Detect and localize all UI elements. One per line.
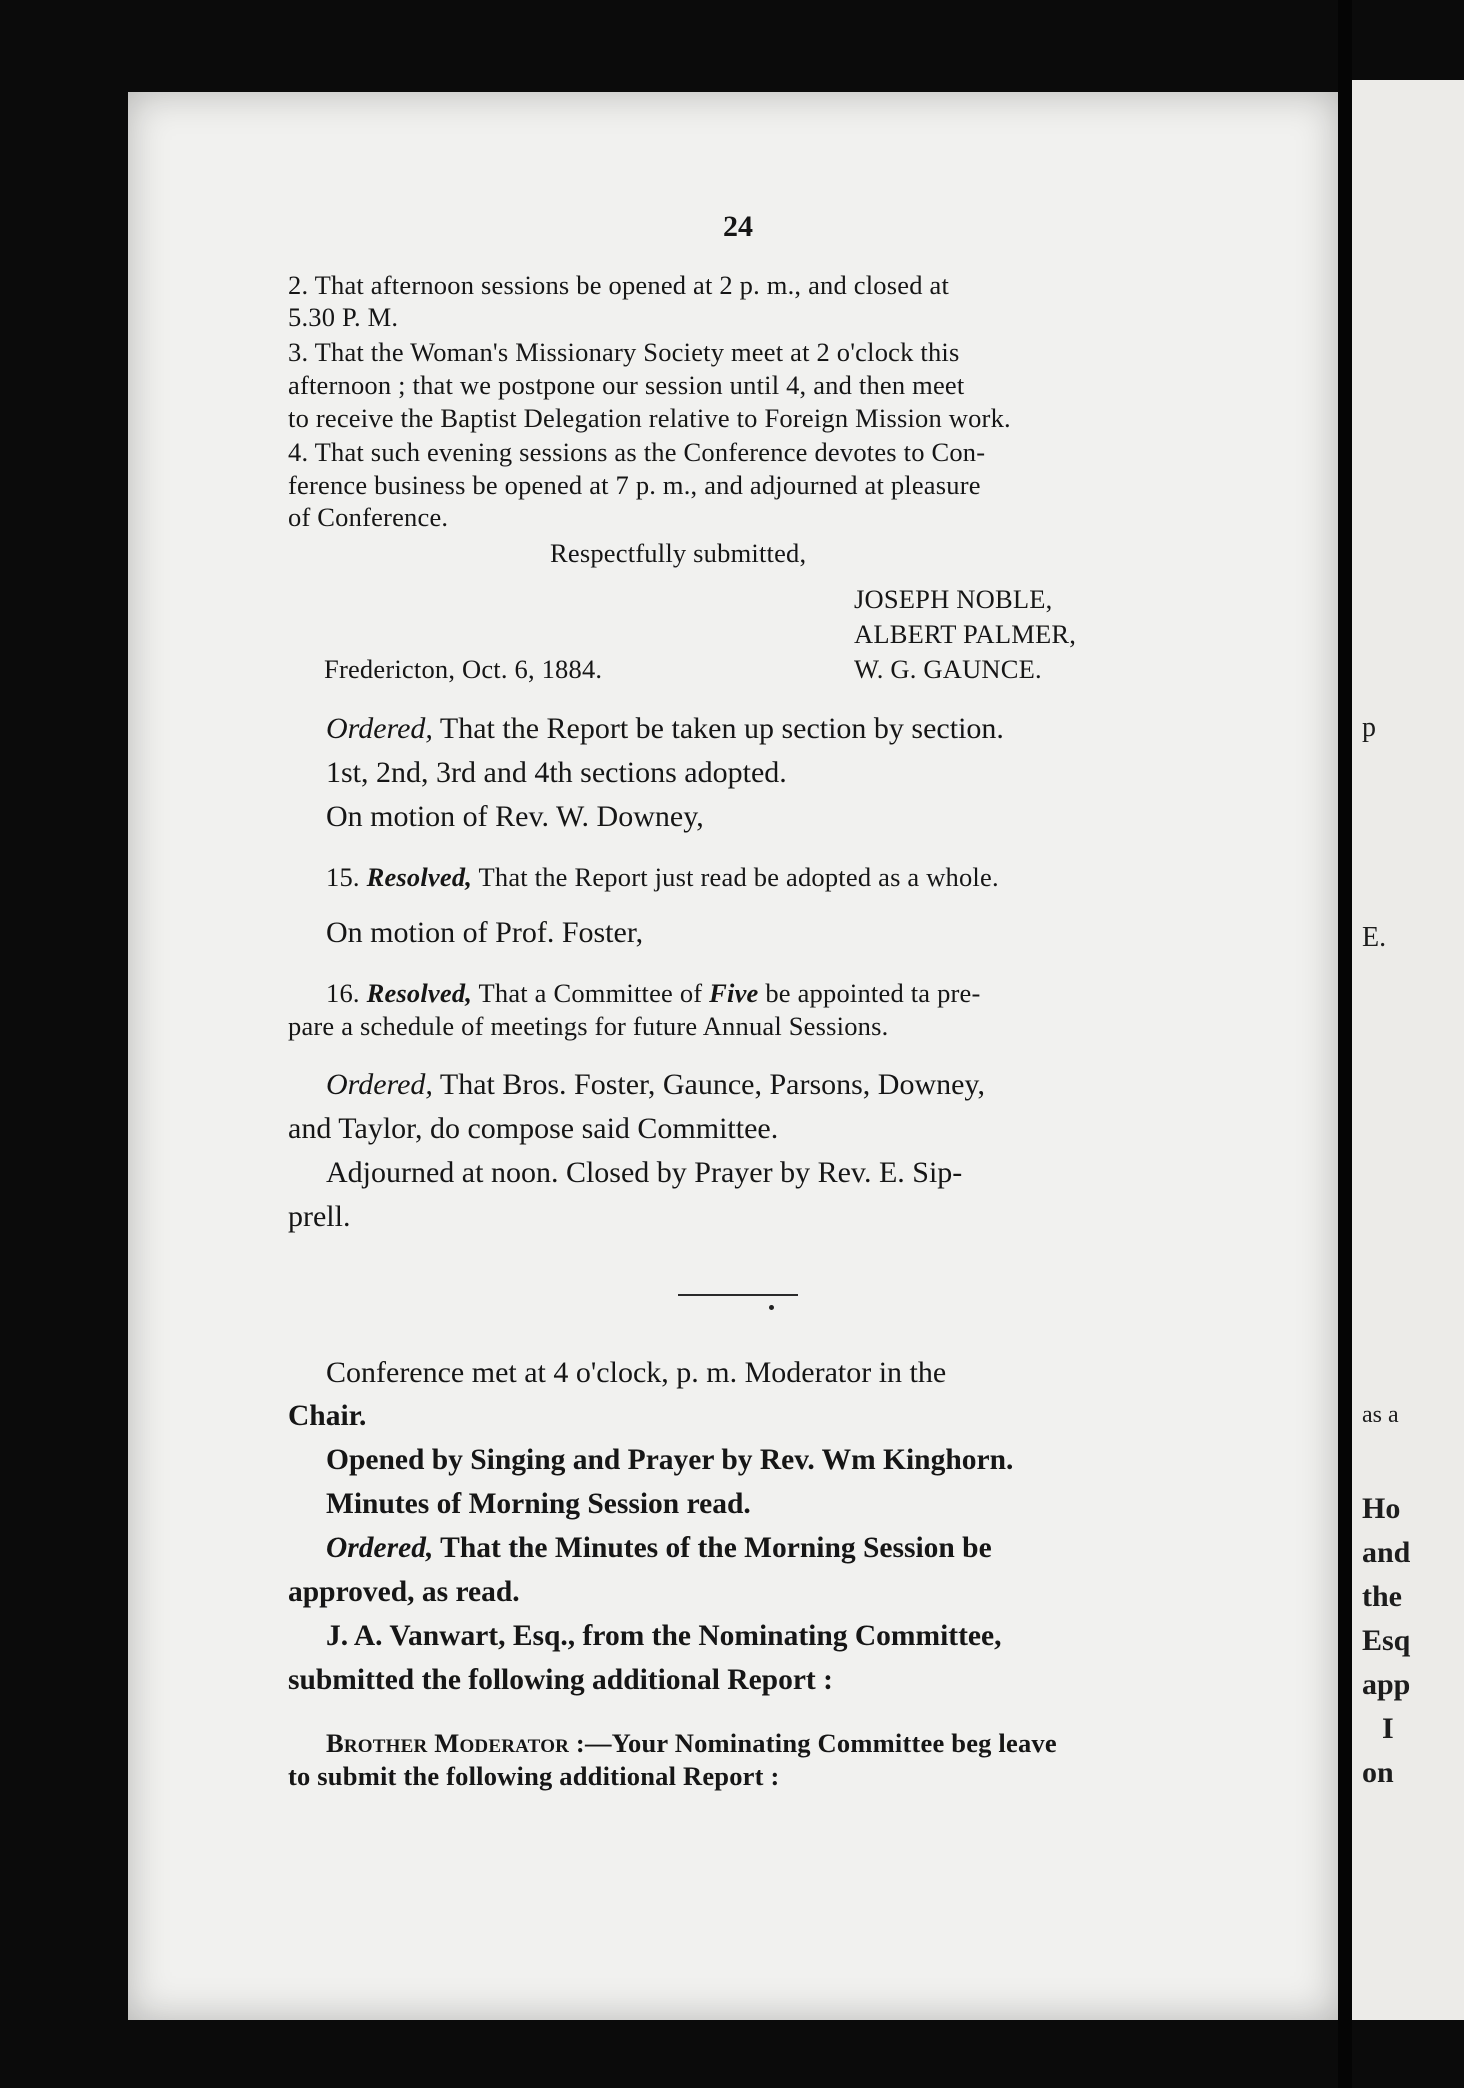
adjacent-text-fragment: on: [1362, 1756, 1394, 1789]
adjacent-text-fragment: E.: [1362, 922, 1387, 953]
book-gutter: [1338, 0, 1352, 2088]
five-emphasis: Five: [709, 978, 759, 1008]
text-line: of Conference.: [288, 502, 449, 532]
resolution-text: That the Report just read be adopted as a whole.: [478, 862, 999, 892]
ordered-line: [326, 712, 1004, 746]
text-line: On motion of Rev. W. Downey,: [326, 800, 704, 833]
text-line: to receive the Baptist Delegation relative to Foreign Mission work.: [288, 403, 1011, 433]
adjacent-text-fragment: I: [1382, 1712, 1394, 1745]
ordered-text: That the Minutes of the Morning Session be: [440, 1532, 992, 1564]
text-line: On motion of Prof. Foster,: [326, 916, 644, 949]
signatory-name: JOSEPH NOBLE,: [854, 584, 1053, 614]
text-line: Opened by Singing and Prayer by Rev. Wm Kinghorn.: [326, 1444, 1014, 1476]
section-divider: [678, 1294, 798, 1296]
adjacent-text-fragment: as a: [1362, 1402, 1399, 1428]
text-line: 1st, 2nd, 3rd and 4th sections adopted.: [326, 756, 787, 789]
text-line: Minutes of Morning Session read.: [326, 1488, 751, 1520]
adjacent-page-edge: [1352, 80, 1464, 2020]
ordered-label: Ordered,: [326, 1532, 434, 1564]
resolution-text: That a Committee of: [478, 978, 703, 1008]
adjacent-text-fragment: Esq: [1362, 1624, 1411, 1657]
brother-moderator: Brother Moderator: [326, 1728, 570, 1758]
adjacent-text-fragment: the: [1362, 1580, 1402, 1613]
ordered-line: [326, 1068, 985, 1102]
ordered-line: [326, 1532, 992, 1565]
respectfully-submitted: Respectfully submitted,: [550, 538, 807, 568]
page-number: 24: [723, 210, 753, 243]
text-line: Conference met at 4 o'clock, p. m. Moderator in the: [326, 1356, 947, 1389]
ordered-label: Ordered,: [326, 712, 433, 745]
resolution-number: 16.: [326, 978, 360, 1008]
text-line: to submit the following additional Report :: [288, 1761, 780, 1791]
divider-dot: [769, 1305, 774, 1310]
place-date: Fredericton, Oct. 6, 1884.: [324, 654, 603, 684]
adjacent-text-fragment: and: [1362, 1536, 1411, 1569]
text-line: pare a schedule of meetings for future Annual Sessions.: [288, 1011, 889, 1041]
resolved-label: Resolved,: [366, 862, 473, 892]
ordered-text: That the Report be taken up section by section.: [439, 712, 1004, 745]
book-page: [128, 92, 1338, 2020]
ordered-label: Ordered,: [326, 1068, 433, 1101]
resolution-15: [326, 862, 999, 893]
report-intro: :—Your Nominating Committee beg leave: [575, 1728, 1057, 1758]
ordered-text: That Bros. Foster, Gaunce, Parsons, Downey,: [439, 1068, 985, 1101]
text-line: prell.: [288, 1200, 351, 1233]
text-line: submitted the following additional Report :: [288, 1664, 833, 1696]
text-line: and Taylor, do compose said Committee.: [288, 1112, 779, 1145]
adjacent-text-fragment: app: [1362, 1668, 1411, 1701]
resolution-number: 15.: [326, 862, 360, 892]
text-line: Chair.: [288, 1400, 367, 1432]
text-line: 3. That the Woman's Missionary Society meet at 2 o'clock this: [288, 337, 960, 367]
resolution-16: [326, 978, 981, 1009]
text-line: 4. That such evening sessions as the Conference devotes to Con-: [288, 437, 986, 467]
text-line: afternoon ; that we postpone our session until 4, and then meet: [288, 370, 965, 400]
text-line: Adjourned at noon. Closed by Prayer by Rev. E. Sip-: [326, 1156, 963, 1189]
resolved-label: Resolved,: [366, 978, 473, 1008]
text-line: J. A. Vanwart, Esq., from the Nominating Committee,: [326, 1620, 1002, 1652]
adjacent-text-fragment: Ho: [1362, 1492, 1401, 1525]
text-line: 2. That afternoon sessions be opened at 2 p. m., and closed at: [288, 270, 950, 300]
signatory-name: W. G. GAUNCE.: [854, 654, 1042, 684]
signatory-name: ALBERT PALMER,: [854, 619, 1077, 649]
resolution-text: be appointed ta pre-: [765, 978, 981, 1008]
report-heading: [326, 1728, 1057, 1759]
text-line: approved, as read.: [288, 1576, 520, 1608]
adjacent-text-fragment: p: [1362, 712, 1376, 743]
text-line: ference business be opened at 7 p. m., and adjourned at pleasure: [288, 470, 981, 500]
text-line: 5.30 P. M.: [288, 302, 399, 332]
